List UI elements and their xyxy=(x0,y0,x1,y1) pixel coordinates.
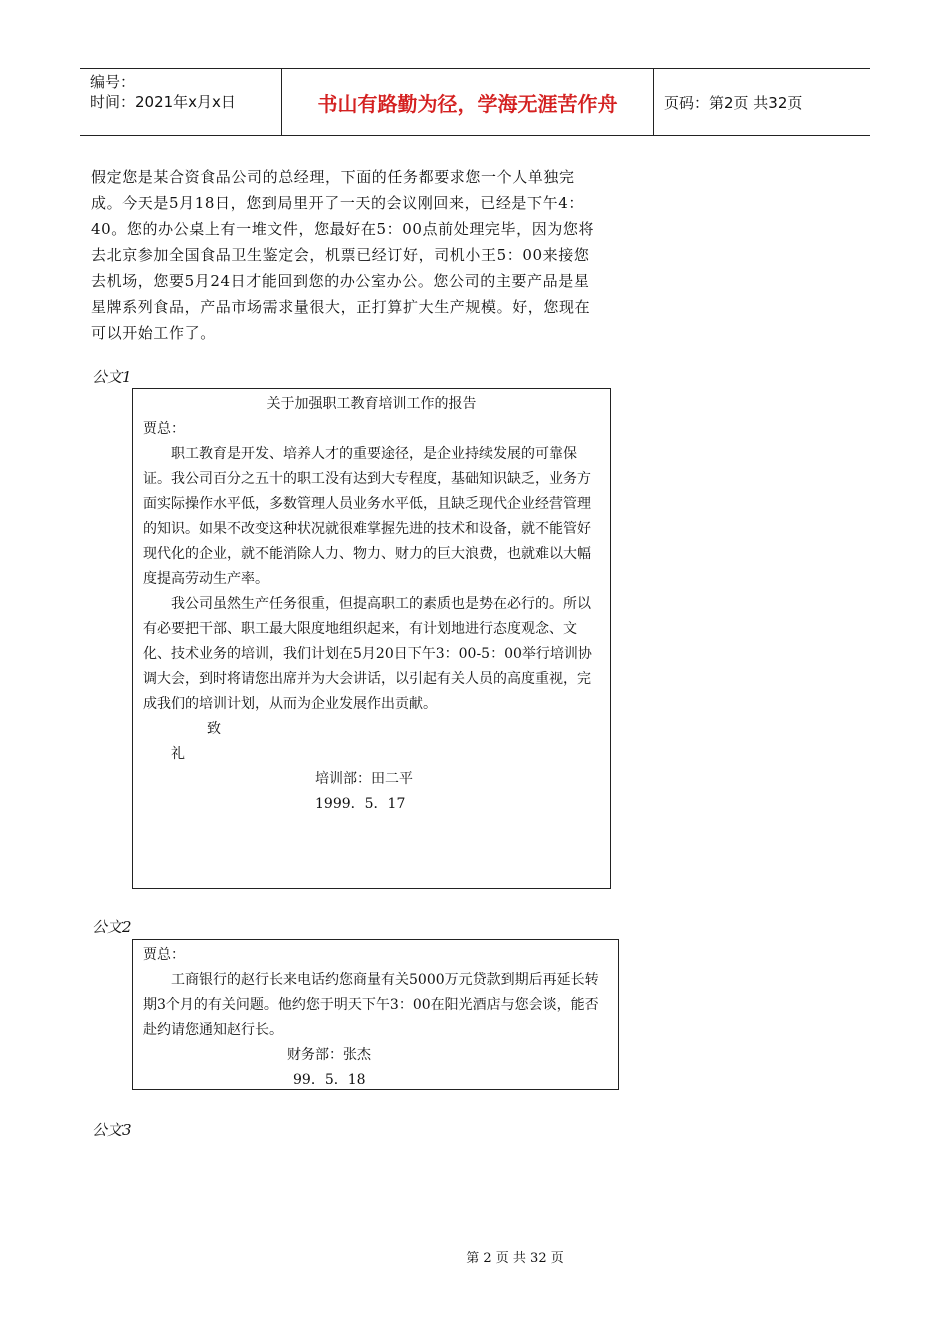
header-meta xyxy=(80,69,282,135)
time-label: 时间：2021年x月x日 xyxy=(90,93,236,111)
doc1-salutation: 贾总： xyxy=(143,421,185,437)
doc1-closing-1: 致 xyxy=(207,721,221,737)
doc1-label: 公文1 xyxy=(92,368,132,386)
doc2-box xyxy=(132,939,619,1090)
doc2-date: 99．5．18 xyxy=(293,1072,366,1088)
intro-paragraph: 假定您是某合资食品公司的总经理，下面的任务都要求您一个人单独完成。今天是5月18日，您到局里开了一天的会议刚回来，已经是下午4：40。您的办公桌上有一堆文件，您最好在5：00点前处理完毕，因为您将去北京参加全国食品卫生鉴定会，机票已经订好，司机小王5：00来接您去机场，您要5月24日才能回到您的办公室办公。您公司的主要产品是星星牌系列食品，产品市场需求量很大，正打算扩大生产规模。好，您现在可以开始工作了。 xyxy=(91,168,595,342)
doc1-signature: 培训部：田二平 xyxy=(315,771,413,787)
page-header xyxy=(80,68,870,136)
doc2-label: 公文2 xyxy=(92,918,132,936)
number-label: 编号： xyxy=(90,73,136,91)
header-motto: 书山有路勤为径，学海无涯苦作舟 xyxy=(282,69,654,135)
doc2-salutation: 贾总： xyxy=(143,947,185,963)
doc1-date: 1999．5．17 xyxy=(315,796,406,812)
header-page-info: 页码：第2页 共32页 xyxy=(664,93,803,112)
page-footer: 第 2 页 共 32 页 xyxy=(466,1251,564,1266)
doc1-paragraph-1: 职工教育是开发、培养人才的重要途径，是企业持续发展的可靠保证。我公司百分之五十的职工没有达到大专程度，基础知识缺乏，业务方面实际操作水平低，多数管理人员业务水平低，且缺乏现代企业经营管理的知识。如果不改变这种状况就很难掌握先进的技术和设备，就不能管好现代化的企业，就不能消除人力、物力、财力的巨大浪费，也就难以大幅度提高劳动生产率。 xyxy=(143,446,591,587)
doc1-closing-2: 礼 xyxy=(171,746,185,762)
doc2-paragraph: 工商银行的赵行长来电话约您商量有关5000万元贷款到期后再延长转期3个月的有关问题。他约您于明天下午3：00在阳光酒店与您会谈，能否赴约请您通知赵行长。 xyxy=(143,972,599,1038)
doc3-label: 公文3 xyxy=(92,1121,132,1139)
doc1-box xyxy=(132,388,611,889)
doc2-signature: 财务部：张杰 xyxy=(287,1047,371,1063)
doc1-title: 关于加强职工教育培训工作的报告 xyxy=(266,396,477,412)
doc1-paragraph-2: 我公司虽然生产任务很重，但提高职工的素质也是势在必行的。所以有必要把干部、职工最大限度地组织起来，有计划地进行态度观念、文化、技术业务的培训，我们计划在5月20日下午3：00-5：00举行培训协调大会，到时将请您出席并为大会讲话，以引起有关人员的高度重视，完成我们的培训计划，从而为企业发展作出贡献。 xyxy=(143,596,592,712)
